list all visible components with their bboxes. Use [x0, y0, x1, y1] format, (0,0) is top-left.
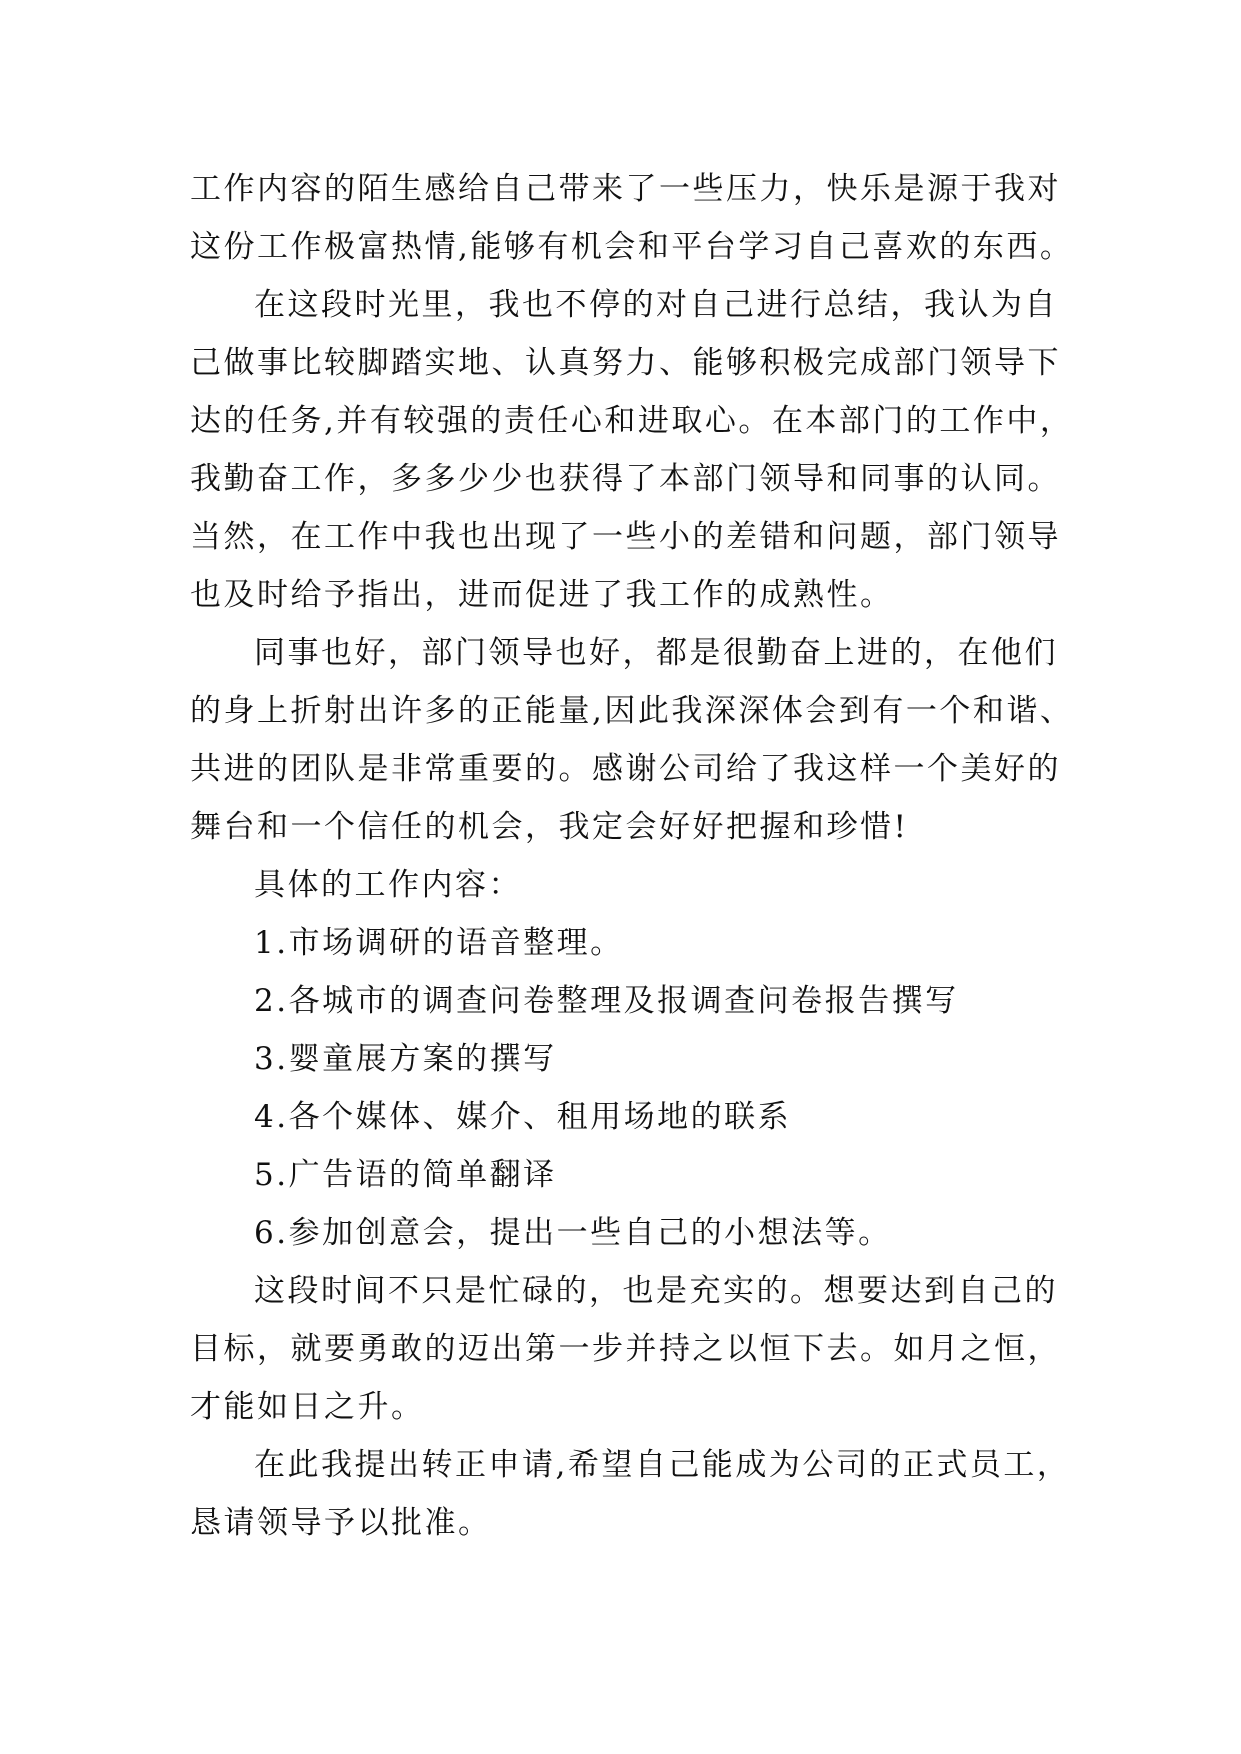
- text-line: 舞台和一个信任的机会，我定会好好把握和珍惜!: [190, 809, 909, 845]
- paragraph-self-summary: [190, 276, 1120, 624]
- work-list-item: 3.婴童展方案的撰写: [254, 1041, 557, 1077]
- work-list-item: 6.参加创意会，提出一些自己的小想法等。: [254, 1215, 892, 1251]
- text-line: 同事也好，部门领导也好，都是很勤奋上进的，在他们: [254, 635, 1058, 671]
- text-line: 达的任务,并有较强的责任心和进取心。在本部门的工作中，: [190, 403, 1074, 439]
- work-list-item: 5.广告语的简单翻译: [254, 1157, 557, 1193]
- text-line: 才能如日之升。: [190, 1389, 425, 1425]
- text-line: 也及时给予指出，进而促进了我工作的成熟性。: [190, 577, 894, 613]
- work-list-item: 2.各城市的调查问卷整理及报调查问卷报告撰写: [254, 983, 959, 1019]
- text-line: 恳请领导予以批准。: [190, 1505, 492, 1541]
- text-line: 的身上折射出许多的正能量,因此我深深体会到有一个和谐、: [190, 693, 1074, 729]
- work-list-item: 1.市场调研的语音整理。: [254, 925, 624, 961]
- text-line: 在这段时光里，我也不停的对自己进行总结，我认为自: [254, 287, 1058, 323]
- text-line: 这段时间不只是忙碌的，也是充实的。想要达到自己的: [254, 1273, 1058, 1309]
- text-line: 当然，在工作中我也出现了一些小的差错和问题，部门领导: [190, 519, 1061, 555]
- paragraph-application: [190, 1436, 1120, 1552]
- text-line: 己做事比较脚踏实地、认真努力、能够积极完成部门领导下: [190, 345, 1061, 381]
- paragraph-work-feelings: [190, 160, 1120, 276]
- work-list-section: [190, 856, 1120, 1262]
- text-line: 共进的团队是非常重要的。感谢公司给了我这样一个美好的: [190, 751, 1061, 787]
- text-line: 我勤奋工作，多多少少也获得了本部门领导和同事的认同。: [190, 461, 1061, 497]
- text-line: 目标，就要勇敢的迈出第一步并持之以恒下去。如月之恒，: [190, 1331, 1061, 1367]
- document-body: [190, 160, 1120, 1552]
- work-list-item: 4.各个媒体、媒介、租用场地的联系: [254, 1099, 792, 1135]
- text-line: 在此我提出转正申请,希望自己能成为公司的正式员工，: [254, 1447, 1071, 1483]
- work-list-heading: 具体的工作内容：: [254, 867, 522, 903]
- text-line: 这份工作极富热情,能够有机会和平台学习自己喜欢的东西。: [190, 229, 1074, 265]
- paragraph-reflection: [190, 1262, 1120, 1436]
- text-line: 工作内容的陌生感给自己带来了一些压力，快乐是源于我对: [190, 171, 1061, 207]
- paragraph-team: [190, 624, 1120, 856]
